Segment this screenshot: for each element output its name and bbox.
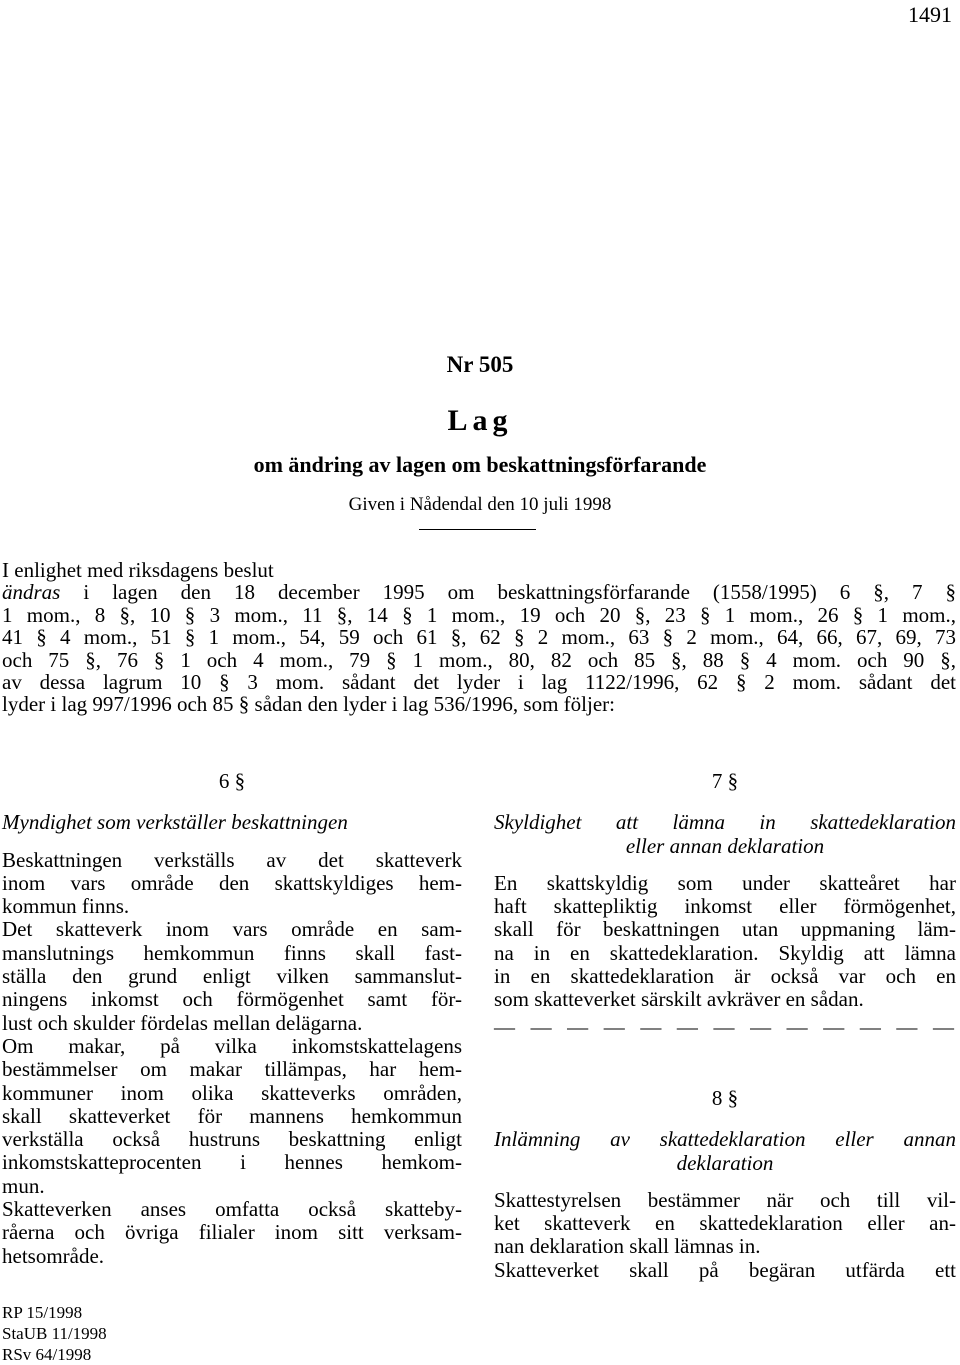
text-line: ningens inkomst och förmögenhet samt för-	[2, 987, 462, 1012]
section-6-title: Myndighet som verkställer beskattningen	[2, 810, 348, 835]
text-line: bestämmelser om makar tillämpas, har hem-	[2, 1057, 462, 1082]
section-8-paragraph-2	[494, 1259, 956, 1282]
intro-paragraph	[2, 559, 956, 716]
page-number: 1491	[908, 2, 952, 27]
text-line: kommuner inom olika skatteverks områden,	[2, 1080, 462, 1105]
amend-verb: ändras	[2, 580, 61, 605]
text-line: Det skatteverk inom vars område en sam-	[2, 917, 462, 942]
text-line: inom vars område den skattskyldiges hem-	[2, 870, 462, 895]
text-line: na in en skattedeklaration. Skyldig att lämna	[494, 940, 956, 965]
section-8-title-line-2: deklaration	[676, 1150, 774, 1175]
text-line: kommun finns.	[2, 894, 130, 919]
reference-line: RSv 64/1998	[2, 1345, 92, 1364]
section-6-heading: 6 §	[218, 769, 246, 793]
reference-line: RP 15/1998	[2, 1303, 83, 1322]
text-line: Skatteverken anses omfatta också skatteby-	[2, 1197, 462, 1222]
section-6-paragraph-3	[2, 1035, 462, 1198]
document-title: Lag	[447, 404, 513, 437]
text-line: Skatteverket skall på begäran utfärda ett	[494, 1257, 956, 1282]
text-line: skall skatteverket för mannens hemkommun	[2, 1103, 462, 1128]
intro-line: av dessa lagrum 10 § 3 mom. sådant det lyder i lag 1122/1996, 62 § 2 mom. sådant det	[2, 670, 956, 695]
left-column	[2, 770, 462, 1268]
text-line: lust och skulder fördelas mellan delägarna.	[2, 1010, 363, 1035]
text-line: Skattestyrelsen bestämmer när och till vil-	[494, 1187, 956, 1212]
section-7-heading: 7 §	[711, 769, 739, 793]
section-6-paragraph-2	[2, 918, 462, 1034]
intro-line: 1 mom., 8 §, 10 § 3 mom., 11 §, 14 § 1 mom., 19 och 20 §, 23 § 1 mom., 26 § 1 mom.,	[2, 602, 956, 627]
text-line: skall för beskattningen utan uppmaning läm-	[494, 917, 956, 942]
text-line: som skatteverket särskilt avkräver en sådan.	[494, 987, 864, 1012]
given-date: Given i Nådendal den 10 juli 1998	[348, 494, 612, 515]
text-line: manslutnings hemkommun finns skall fast-	[2, 940, 462, 965]
text-line: Beskattningen verkställs av det skatteverk	[2, 847, 462, 872]
intro-line	[2, 581, 956, 603]
text-line: råerna och övriga filialer inom sitt verksam-	[2, 1220, 462, 1245]
text-line: nan deklaration skall lämnas in.	[494, 1234, 761, 1259]
text-line: ket skatteverk en skattedeklaration eller an-	[494, 1211, 956, 1236]
right-column	[494, 770, 956, 1282]
text-line: ställa den grund enligt vilken sammanslut-	[2, 964, 462, 989]
text-line: hetsområde.	[2, 1243, 105, 1268]
legislative-references	[2, 1302, 107, 1365]
text-line: in en skattedeklaration är också var och en	[494, 964, 956, 989]
section-7-title-line-1: Skyldighet att lämna in skattedeklaration	[494, 810, 956, 835]
section-6-paragraph-4	[2, 1198, 462, 1268]
text-line: mun.	[2, 1173, 45, 1198]
section-6-paragraph-1	[2, 849, 462, 919]
intro-line: 41 § 4 mom., 51 § 1 mom., 54, 59 och 61 §, 62 § 2 mom., 63 § 2 mom., 64, 66, 67, 69, 73	[2, 625, 956, 650]
intro-line: lyder i lag 997/1996 och 85 § sådan den lyder i lag 536/1996, som följer:	[2, 692, 615, 717]
statute-number: Nr 505	[446, 352, 514, 377]
section-8-heading: 8 §	[711, 1085, 739, 1110]
document-subtitle: om ändring av lagen om beskattningsförfarande	[253, 452, 707, 477]
section-7-title-line-2: eller annan deklaration	[625, 833, 825, 858]
omission-dashes: — — — — — — — — — — — — —	[494, 1014, 956, 1039]
intro-text: i lagen den 18 december 1995 om beskattningsförfarande (1558/1995) 6 §, 7 §	[60, 580, 956, 605]
text-line: inkomstskatteprocenten i hennes hemkom-	[2, 1150, 462, 1175]
reference-line: StaUB 11/1998	[2, 1324, 107, 1343]
intro-line: och 75 §, 76 § 1 och 4 mom., 79 § 1 mom., 80, 82 och 85 §, 88 § 4 mom. och 90 §,	[2, 647, 956, 672]
section-8-paragraph-1	[494, 1189, 956, 1259]
text-line: En skattskyldig som under skatteåret har	[494, 870, 956, 895]
intro-line: I enlighet med riksdagens beslut	[2, 558, 274, 582]
section-8-title-line-1: Inlämning av skattedeklaration eller annan	[494, 1127, 956, 1152]
text-line: haft skattepliktig inkomst eller förmögenhet,	[494, 894, 956, 919]
text-line: Om makar, på vilka inkomstskattelagens	[2, 1033, 462, 1058]
title-rule	[419, 529, 536, 530]
text-line: verkställa också hustruns beskattning enligt	[2, 1127, 462, 1152]
section-7-paragraph-1	[494, 872, 956, 1012]
